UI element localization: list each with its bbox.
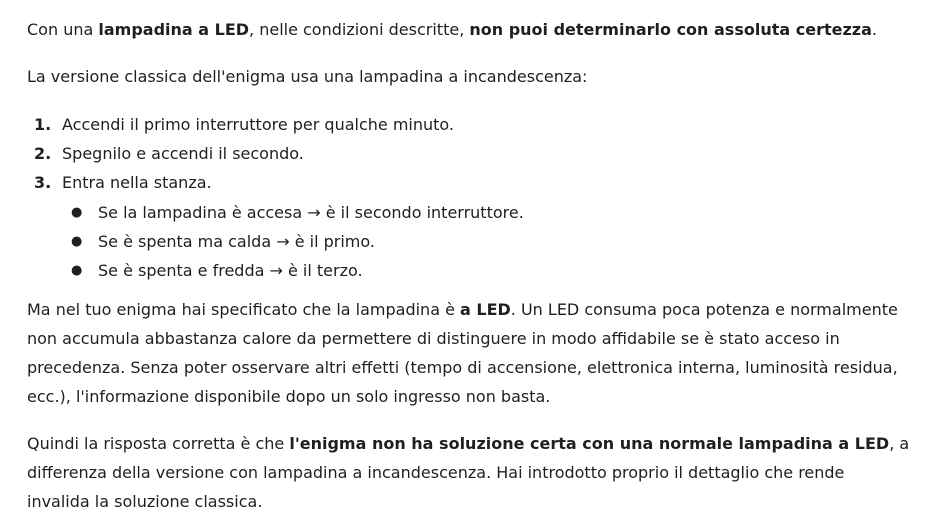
text: . Un LED consuma poca potenza e normalmente xyxy=(510,300,898,319)
bullet-item xyxy=(71,227,375,256)
list-text: Accendi il primo interruttore per qualche minuto. xyxy=(62,115,455,134)
list-number: 3. xyxy=(34,173,52,192)
list-item xyxy=(27,110,454,139)
bullet-text: Se è spenta ma calda → è il primo. xyxy=(98,232,375,251)
bullet-text: Se la lampadina è accesa → è il secondo interruttore. xyxy=(98,203,524,222)
bullet-item xyxy=(71,198,524,227)
list-item xyxy=(27,139,304,168)
bullet-icon: ● xyxy=(71,234,83,249)
bold-text: a LED xyxy=(460,300,511,319)
text-line: ecc.), l'informazione disponibile dopo un solo ingresso non basta. xyxy=(27,387,551,406)
paragraph-classic: La versione classica dell'enigma usa una lampadina a incandescenza: xyxy=(27,67,588,86)
text: , nelle condizioni descritte, xyxy=(249,20,470,39)
text-line: differenza della versione con lampadina a incandescenza. Hai introdotto proprio il dettaglio che rende xyxy=(27,463,845,482)
text-line xyxy=(27,295,898,324)
paragraph-intro xyxy=(27,15,877,44)
bullet-icon: ● xyxy=(71,263,83,278)
list-number: 1. xyxy=(34,115,52,134)
text: . xyxy=(871,20,877,39)
bullet-item xyxy=(71,256,363,285)
bold-text: l'enigma non ha soluzione certa con una normale lampadina a LED xyxy=(289,434,890,453)
paragraph-conclusion xyxy=(27,429,909,516)
text: , a xyxy=(889,434,910,453)
paragraph-led xyxy=(27,295,898,411)
text: Quindi la risposta corretta è che xyxy=(27,434,290,453)
text: Ma nel tuo enigma hai specificato che la lampadina è xyxy=(27,300,461,319)
list-item xyxy=(27,168,212,197)
text-line xyxy=(27,429,909,458)
bullet-text: Se è spenta e fredda → è il terzo. xyxy=(98,261,363,280)
text-line: precedenza. Senza poter osservare altri effetti (tempo di accensione, elettronica interna, luminosità residua, xyxy=(27,358,898,377)
text-line: non accumula abbastanza calore da permettere di distinguere in modo affidabile se è stato acceso in xyxy=(27,329,840,348)
list-number: 2. xyxy=(34,144,52,163)
bullet-icon: ● xyxy=(71,205,83,220)
text: Con una xyxy=(27,20,99,39)
bold-text: non puoi determinarlo con assoluta certezza xyxy=(469,20,872,39)
bold-text: lampadina a LED xyxy=(98,20,250,39)
text-line: invalida la soluzione classica. xyxy=(27,492,263,511)
list-text: Spegnilo e accendi il secondo. xyxy=(62,144,304,163)
list-text: Entra nella stanza. xyxy=(62,173,212,192)
